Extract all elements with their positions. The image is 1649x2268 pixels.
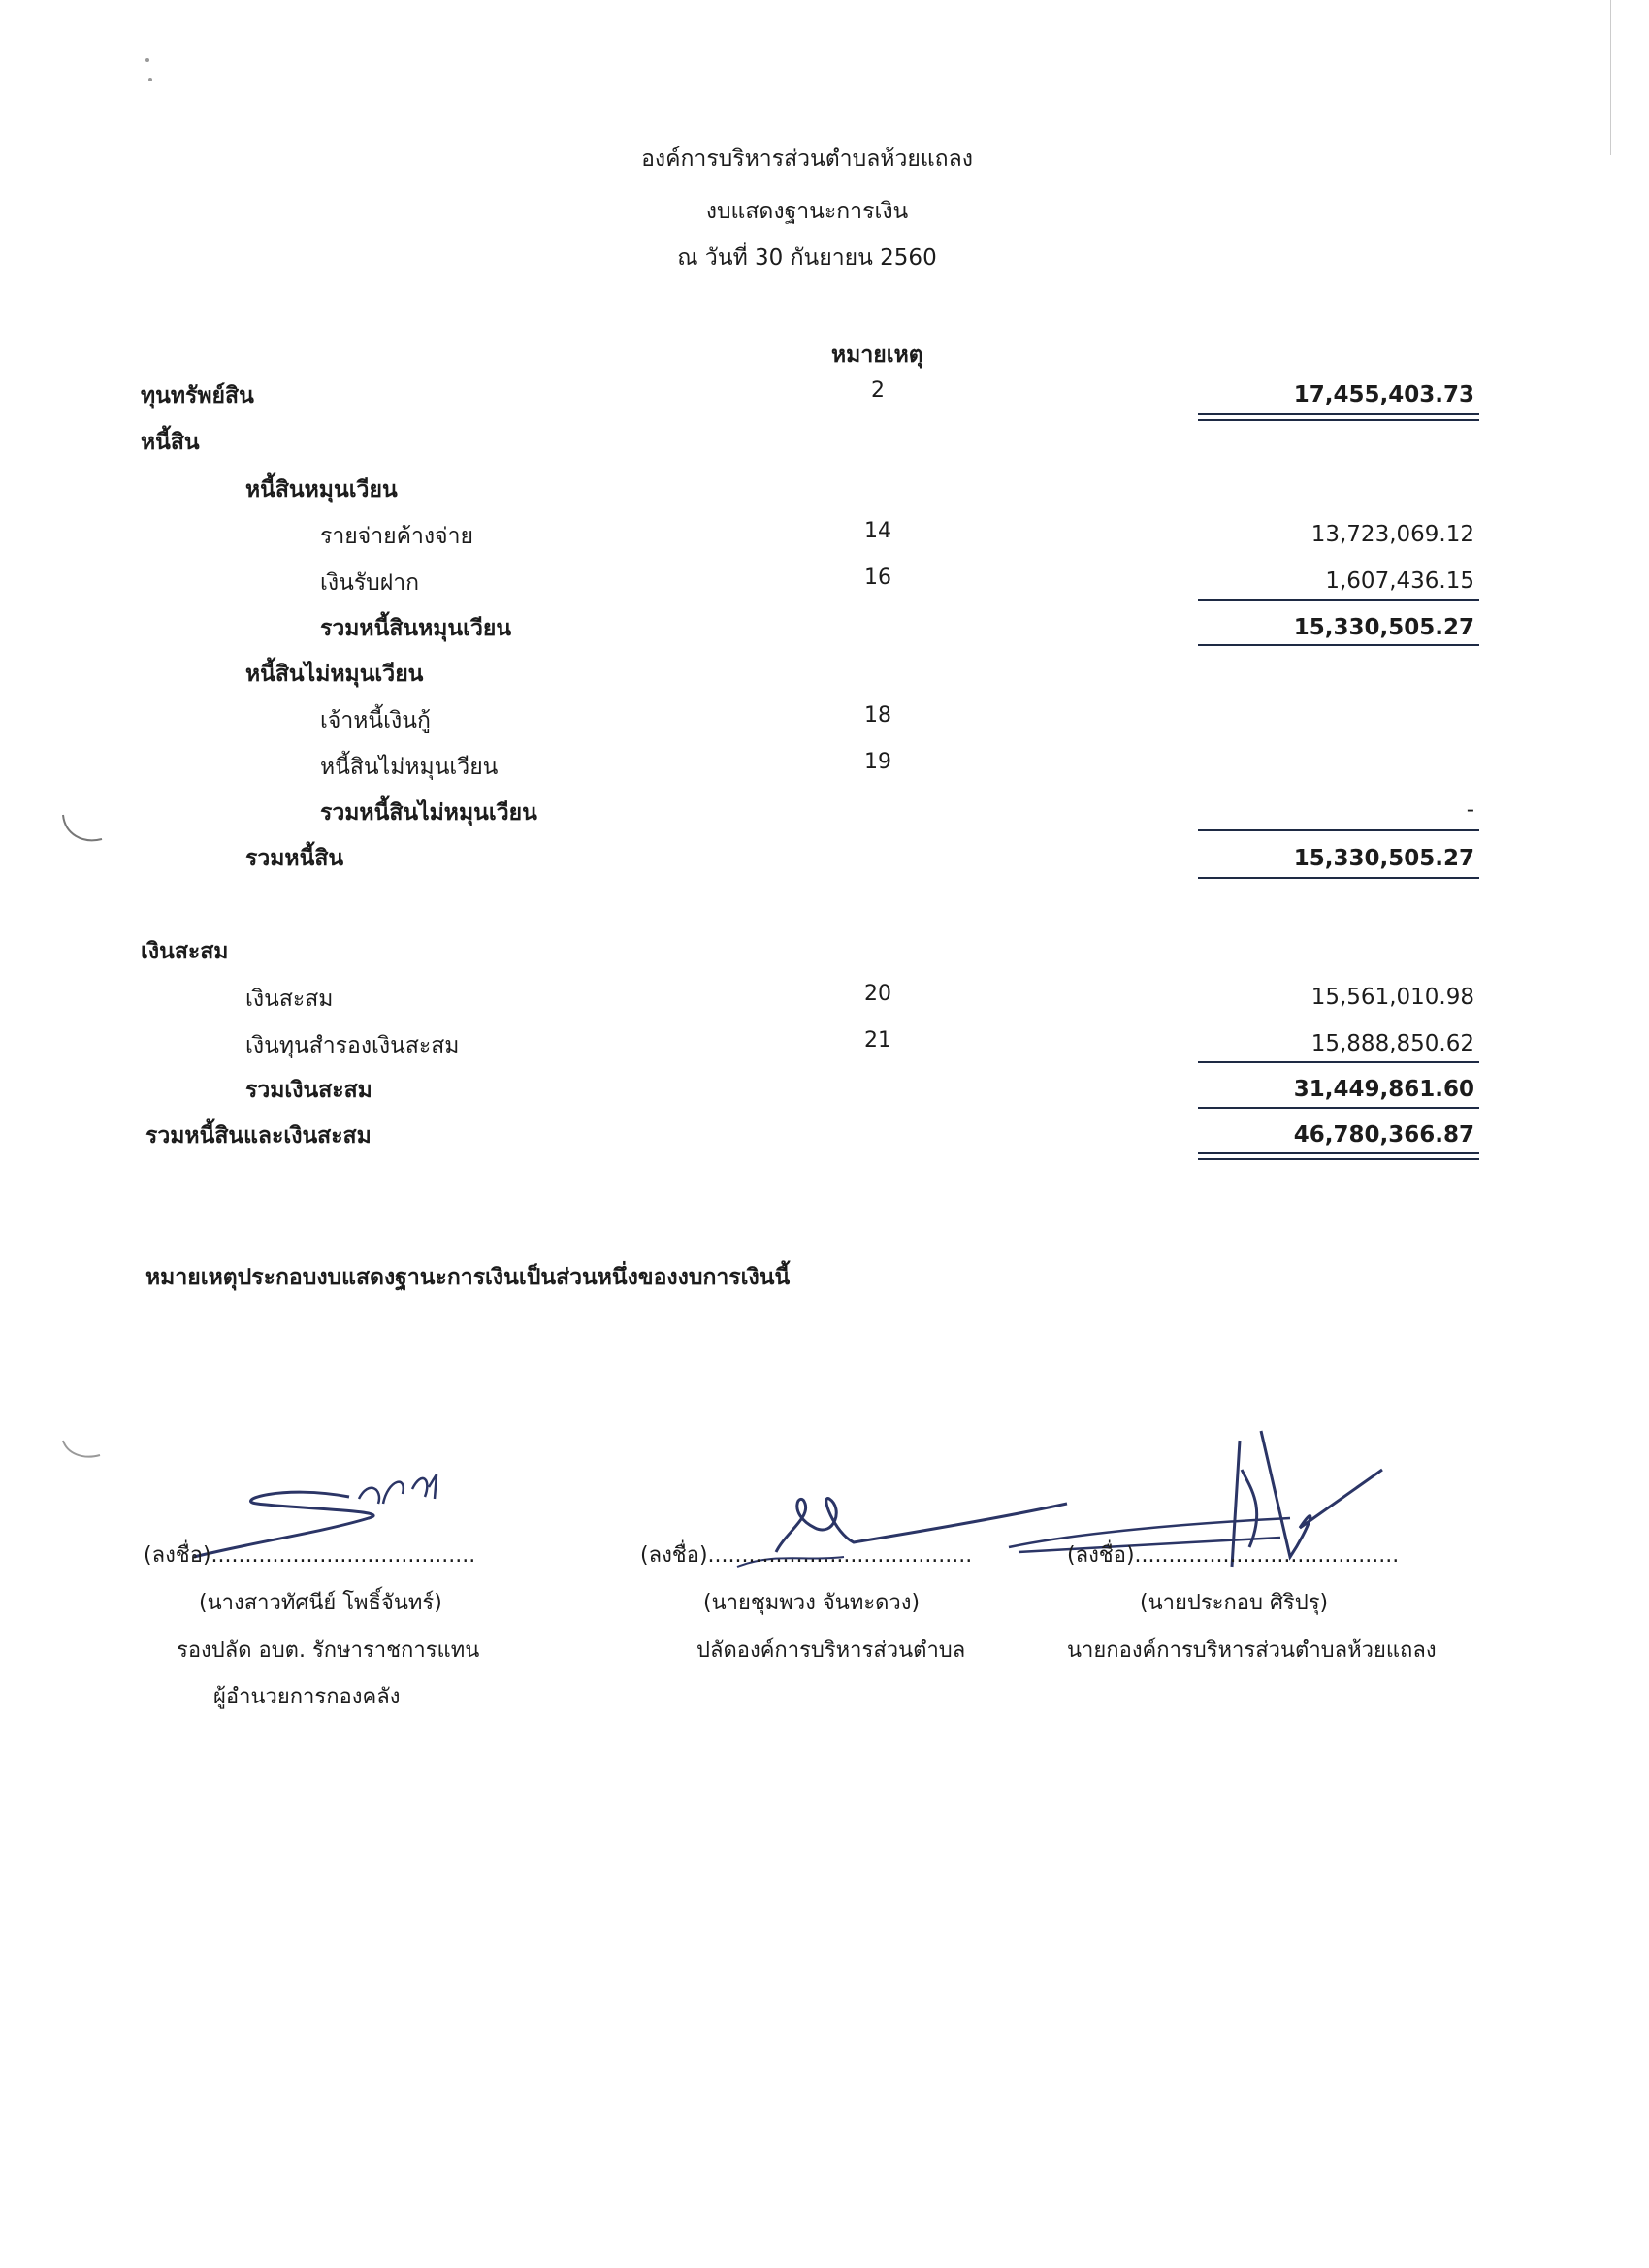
org-name: องค์การบริหารส่วนตำบลห้วยแถลง <box>641 146 973 172</box>
double-underline-top <box>1198 413 1479 415</box>
signature-1-line: (ลงชื่อ)....................................... <box>144 1543 476 1568</box>
signature-3-name: (นายประกอบ ศิริปรุ) <box>1140 1591 1329 1615</box>
punch-hole-mark <box>53 795 112 854</box>
row-label-deposits: เงินรับฝาก <box>320 570 420 596</box>
statement-title: งบแสดงฐานะการเงิน <box>705 199 909 224</box>
row-note-other-noncurrent: 19 <box>864 750 891 774</box>
row-amount-total-accumulated-funds: 31,449,861.60 <box>1293 1077 1474 1102</box>
subsection-current-liabilities: หนี้สินหมุนเวียน <box>245 477 398 502</box>
row-amount-total-liabilities: 15,330,505.27 <box>1293 846 1474 871</box>
row-amount-accumulated-funds: 15,561,010.98 <box>1310 985 1474 1010</box>
row-label-other-noncurrent: หนี้สินไม่หมุนเวียน <box>320 755 499 780</box>
scan-speck <box>148 78 152 81</box>
signature-2-position: ปลัดองค์การบริหารส่วนตำบล <box>696 1638 966 1663</box>
row-note-deposits: 16 <box>864 566 891 590</box>
row-label-capital-assets: ทุนทรัพย์สิน <box>141 383 254 408</box>
underline <box>1198 644 1479 646</box>
row-label-loan-creditors: เจ้าหนี้เงินกู้ <box>320 708 431 733</box>
row-amount-reserve-fund: 15,888,850.62 <box>1310 1031 1474 1056</box>
signature-1-position: รองปลัด อบต. รักษาราชการแทน <box>177 1638 480 1663</box>
row-note-reserve-fund: 21 <box>864 1028 891 1053</box>
subsection-noncurrent-liabilities: หนี้สินไม่หมุนเวียน <box>245 662 424 687</box>
section-liabilities: หนี้สิน <box>141 430 200 455</box>
row-label-reserve-fund: เงินทุนสำรองเงินสะสม <box>245 1033 460 1058</box>
signature-1-position-2: ผู้อำนวยการกองคลัง <box>213 1685 401 1709</box>
scan-speck <box>146 58 149 62</box>
note-column-header: หมายเหตุ <box>831 342 923 368</box>
row-label-grand-total: รวมหนี้สินและเงินสะสม <box>146 1123 372 1149</box>
signature-2-name: (นายชุมพวง จันทะดวง) <box>703 1591 921 1615</box>
row-amount-capital-assets: 17,455,403.73 <box>1293 382 1474 407</box>
statement-date: ณ วันที่ 30 กันยายน 2560 <box>677 245 937 271</box>
row-label-total-noncurrent-liabilities: รวมหนี้สินไม่หมุนเวียน <box>320 800 537 826</box>
row-label-accumulated-funds: เงินสะสม <box>245 987 334 1012</box>
row-label-total-current-liabilities: รวมหนี้สินหมุนเวียน <box>320 616 512 641</box>
underline <box>1198 599 1479 601</box>
punch-hole-mark <box>53 1416 112 1474</box>
double-underline-bottom <box>1198 419 1479 421</box>
row-note-accrued-expenses: 14 <box>864 519 891 543</box>
underline <box>1198 1107 1479 1109</box>
double-underline-top <box>1198 1152 1479 1154</box>
row-amount-total-noncurrent-liabilities: - <box>1466 797 1474 823</box>
signature-3-line: (ลงชื่อ)....................................... <box>1067 1543 1400 1568</box>
signature-1-name: (นางสาวทัศนีย์ โพธิ์จันทร์) <box>199 1591 442 1615</box>
row-amount-grand-total: 46,780,366.87 <box>1293 1122 1474 1148</box>
row-amount-total-current-liabilities: 15,330,505.27 <box>1293 615 1474 640</box>
row-label-total-accumulated-funds: รวมเงินสะสม <box>245 1078 372 1103</box>
signature-3-position: นายกองค์การบริหารส่วนตำบลห้วยแถลง <box>1067 1638 1437 1663</box>
row-note-capital-assets: 2 <box>871 378 885 403</box>
footnote: หมายเหตุประกอบงบแสดงฐานะการเงินเป็นส่วนหนึ่งของงบการเงินนี้ <box>146 1265 791 1290</box>
row-note-accumulated-funds: 20 <box>864 982 891 1006</box>
row-amount-deposits: 1,607,436.15 <box>1325 568 1474 594</box>
row-label-total-liabilities: รวมหนี้สิน <box>245 846 344 871</box>
section-accumulated-funds: เงินสะสม <box>141 939 229 964</box>
row-note-loan-creditors: 18 <box>864 703 891 728</box>
signature-2-line: (ลงชื่อ)....................................... <box>640 1543 973 1568</box>
underline <box>1198 877 1479 879</box>
row-amount-accrued-expenses: 13,723,069.12 <box>1310 522 1474 547</box>
underline <box>1198 829 1479 831</box>
underline <box>1198 1061 1479 1063</box>
scan-edge-line <box>1610 0 1611 155</box>
double-underline-bottom <box>1198 1158 1479 1160</box>
row-label-accrued-expenses: รายจ่ายค้างจ่าย <box>320 524 474 549</box>
